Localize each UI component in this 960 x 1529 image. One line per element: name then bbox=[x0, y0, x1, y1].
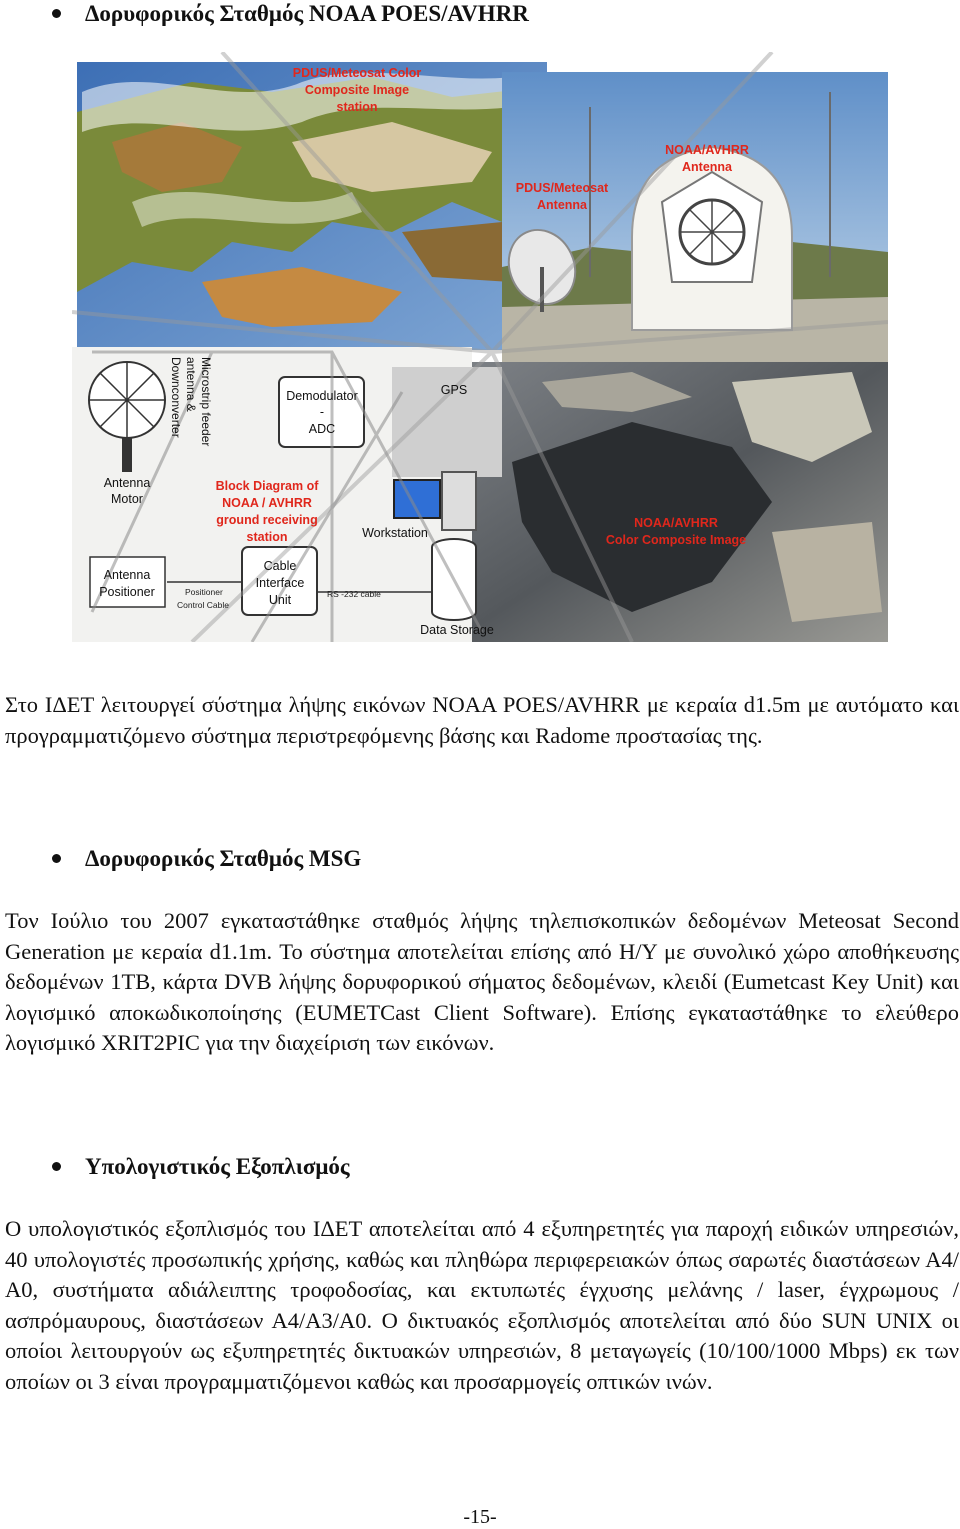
label-microstrip-2: antenna & bbox=[184, 357, 198, 412]
section-heading-computing bbox=[52, 1153, 350, 1181]
page-number: -15- bbox=[463, 1506, 497, 1528]
paragraph-msg: Τον Ιούλιο του 2007 εγκαταστάθηκε σταθμός λήψης τηλεπισκοπικών δεδομένων Meteosat Second Generation με κεραία d1.1m. Το σύστημα αποτελείται επίσης από Η/Υ με συνολικό χώρο αποθήκευσης δεδομένων 1ΤΒ, κάρτα DVB λήψης δορυφορικού σήματος δεδομένων, κλειδί (Eumetcast Key Unit) και λογισμικό αποκωδικοποίησης (EUMETCast Client Software). Επίσης εγκαταστάθηκε το ελεύθερο λογισμικό XRIT2PIC για την διαχείριση των εικόνων. bbox=[5, 908, 959, 1055]
label-noaa-antenna-1: NOAA/AVHRR bbox=[665, 143, 749, 157]
station-composite-figure bbox=[72, 52, 888, 642]
label-pdus-composite-2: Composite Image bbox=[304, 83, 410, 97]
label-demodulator-2: - bbox=[319, 405, 325, 419]
antenna-site-photo bbox=[497, 72, 888, 362]
label-block-diagram-2: NOAA / AVHRR bbox=[222, 496, 312, 510]
paragraph-noaa: Στο ΙΔΕΤ λειτουργεί σύστημα λήψης εικόνων NOAA POES/AVHRR με κεραία d1.5m με αυτόματο και προγραμματιζόμενο σύστημα περιστρεφόμενης βάσης και Radome προστασίας της. bbox=[5, 692, 959, 748]
label-antenna-motor-2: Motor bbox=[111, 492, 143, 506]
label-control-cable: Control Cable bbox=[177, 600, 229, 610]
label-noaa-antenna-2: Antenna bbox=[682, 160, 732, 174]
antenna-positioner-box bbox=[90, 557, 165, 607]
paragraph-computing: Ο υπολογιστικός εξοπλισμός του ΙΔΕΤ αποτελείται από 4 εξυπηρετητές για παροχή ειδικών υπηρεσιών, 40 υπολογιστές προσωπικής χρήσης, καθώς και πληθώρα περιφερειακών όπως σαρωτές διαστάσεων Α4/Α0, συστήματα αδιάλειπτης τροφοδοσίας, και εκτυπωτές έγχυσης μελάνης / laser, έγχρωμους / ασπρόμαυρους, διαστάσεων Α4/Α3/Α0. Ο δικτυακός εξοπλισμός αποτελείται από δύο SUN UNIX οι οποίοι λειτουργούν ως εξυπηρετητές δικτυακών υπηρεσιών, 8 μεταγωγείς (10/100/1000 Mbps) εκ των οποίων οι 3 είναι προγραμματιζόμενοι καθώς και προσαρμογείς οπτικών ινών. bbox=[5, 1216, 959, 1394]
bullet-icon bbox=[52, 1162, 61, 1171]
bullet-icon bbox=[52, 854, 61, 863]
label-cable-interface-1: Cable bbox=[263, 559, 297, 573]
meteosat-europe-image bbox=[77, 62, 547, 350]
section-heading-msg bbox=[52, 845, 361, 873]
heading-text: Δορυφορικός Σταθμός MSG bbox=[85, 846, 362, 871]
bullet-icon bbox=[52, 9, 61, 18]
label-block-diagram-1: Block Diagram of bbox=[215, 479, 319, 493]
label-noaa-composite-2: Color Composite Image bbox=[605, 533, 747, 547]
label-cable-interface-2: Interface bbox=[255, 576, 305, 590]
label-pdus-composite-3: station bbox=[336, 100, 378, 114]
heading-text: Υπολογιστικός Εξοπλισμός bbox=[85, 1154, 350, 1179]
label-positioner: Positioner bbox=[185, 587, 223, 597]
label-demodulator-1: Demodulator bbox=[286, 389, 358, 403]
label-data-storage: Data Storage bbox=[420, 623, 494, 637]
label-rs232: RS -232 cable bbox=[327, 589, 381, 599]
label-pdus-antenna-1: PDUS/Meteosat bbox=[515, 181, 609, 195]
label-gps: GPS bbox=[440, 383, 468, 397]
label-noaa-composite-1: NOAA/AVHRR bbox=[634, 516, 718, 530]
label-pdus-antenna-2: Antenna bbox=[537, 198, 587, 212]
section-heading-noaa bbox=[52, 0, 529, 28]
label-antenna-motor-1: Antenna bbox=[103, 476, 151, 490]
label-block-diagram-4: station bbox=[246, 530, 288, 544]
label-block-diagram-3: ground receiving bbox=[216, 513, 318, 527]
label-workstation: Workstation bbox=[362, 526, 428, 540]
label-microstrip-1: Microstrip feeder bbox=[199, 357, 213, 447]
label-cable-interface-3: Unit bbox=[268, 593, 292, 607]
label-demodulator-3: ADC bbox=[308, 422, 336, 436]
label-pdus-composite-1: PDUS/Meteosat Color bbox=[292, 66, 422, 80]
heading-text: Δορυφορικός Σταθμός NOAA POES/AVHRR bbox=[85, 1, 529, 26]
label-antenna-positioner-2: Positioner bbox=[99, 585, 155, 599]
label-antenna-positioner-1: Antenna bbox=[103, 568, 151, 582]
label-microstrip-3: Downconverter bbox=[169, 357, 183, 438]
